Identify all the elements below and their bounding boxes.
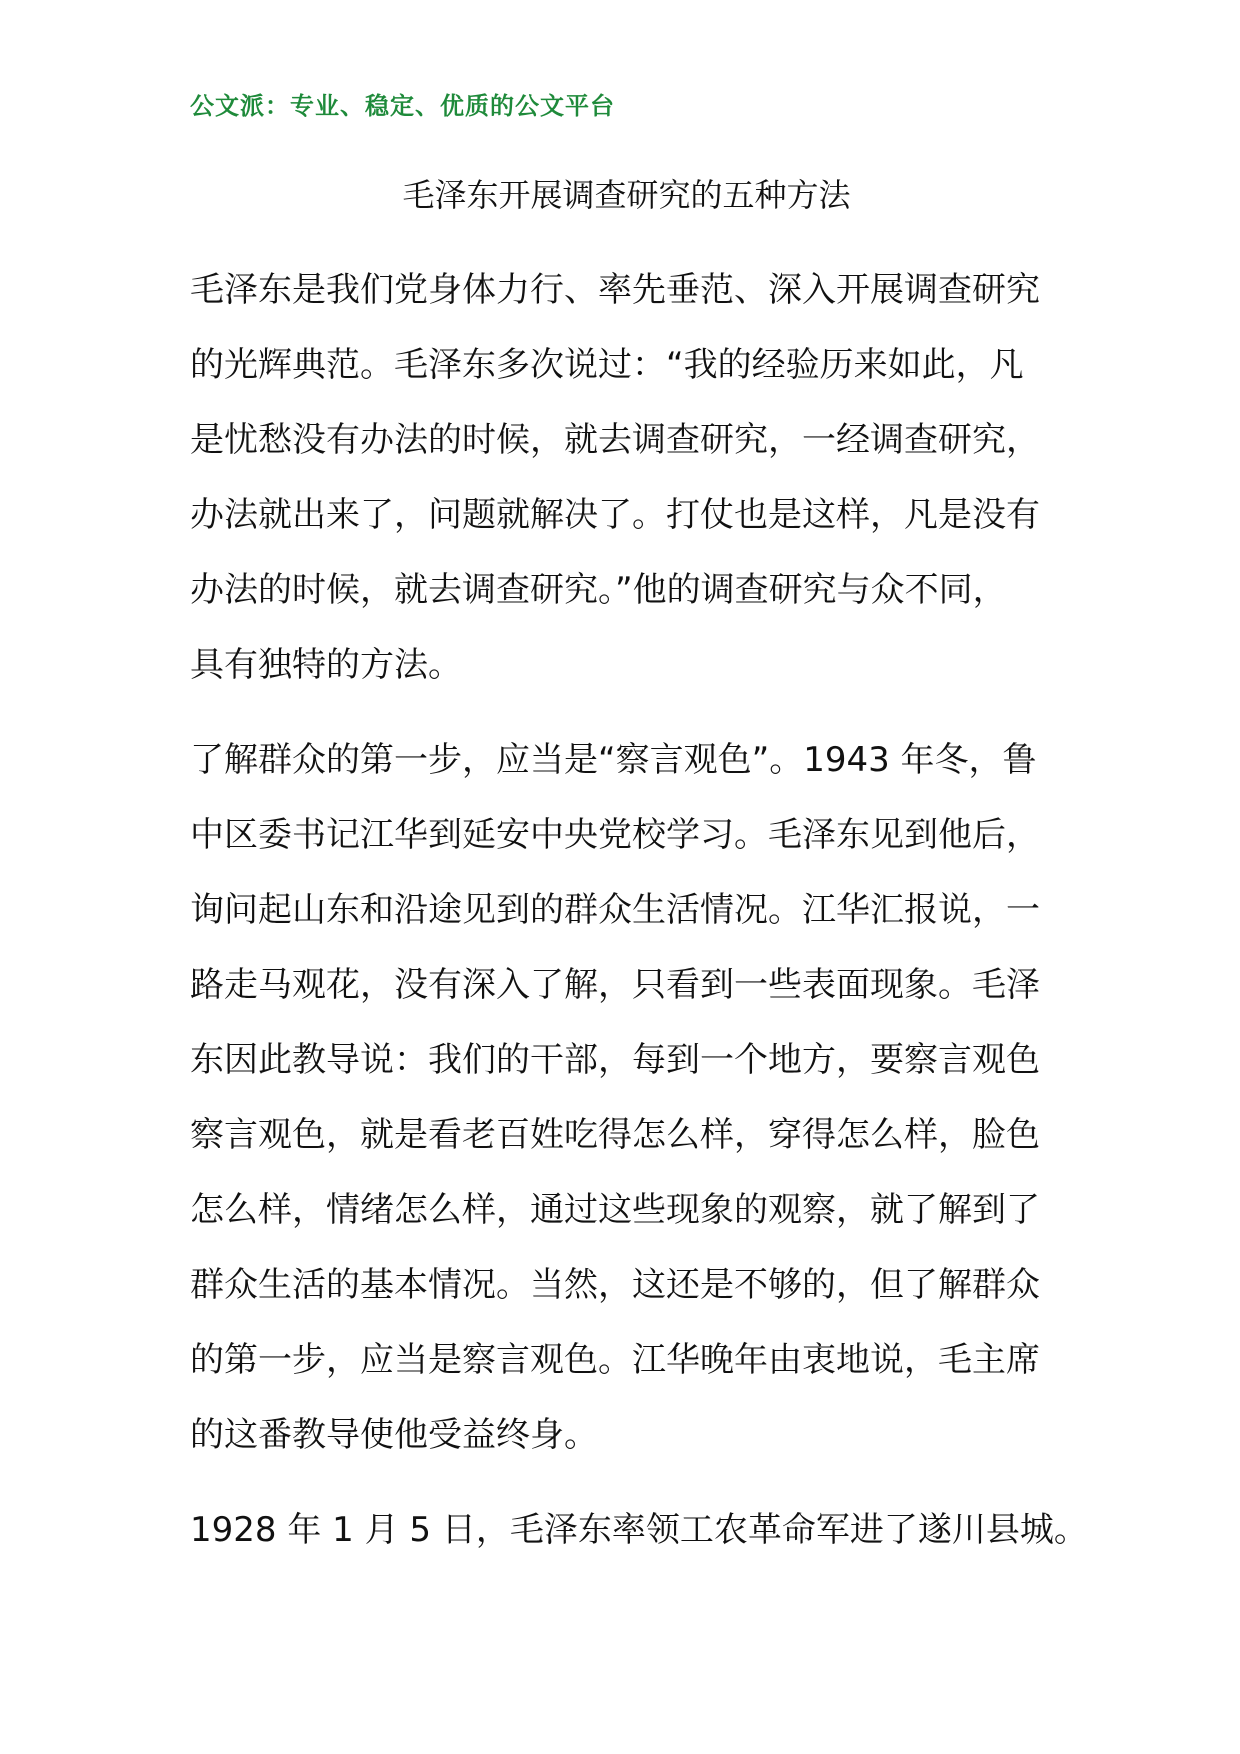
paragraph-line: 的光辉典范。毛泽东多次说过：“我的经验历来如此，凡 bbox=[190, 345, 1024, 385]
paragraph-line: 是忧愁没有办法的时候，就去调查研究，一经调查研究， bbox=[190, 420, 1040, 460]
paragraph-line: 办法就出来了，问题就解决了。打仗也是这样，凡是没有 bbox=[190, 495, 1040, 535]
paragraph-2 bbox=[190, 723, 1070, 1473]
brand-header: 公文派：专业、稳定、优质的公文平台 bbox=[190, 92, 615, 120]
paragraph-line: 中区委书记江华到延安中央党校学习。毛泽东见到他后， bbox=[190, 815, 1040, 855]
paragraph-line: 路走马观花，没有深入了解，只看到一些表面现象。毛泽 bbox=[190, 965, 1040, 1005]
paragraph-line: 了解群众的第一步，应当是“察言观色”。1943 年冬，鲁 bbox=[190, 740, 1037, 780]
paragraph-line: 询问起山东和沿途见到的群众生活情况。江华汇报说，一 bbox=[190, 890, 1040, 930]
paragraph-line: 的这番教导使他受益终身。 bbox=[190, 1415, 598, 1455]
paragraph-line: 东因此教导说：我们的干部，每到一个地方，要察言观色 bbox=[190, 1040, 1040, 1080]
paragraph-line: 察言观色，就是看老百姓吃得怎么样，穿得怎么样，脸色 bbox=[190, 1115, 1040, 1155]
paragraph-line: 具有独特的方法。 bbox=[190, 645, 462, 685]
paragraph-line: 的第一步，应当是察言观色。江华晚年由衷地说，毛主席 bbox=[190, 1340, 1040, 1380]
paragraph-line: 群众生活的基本情况。当然，这还是不够的，但了解群众 bbox=[190, 1265, 1040, 1305]
paragraph-3 bbox=[190, 1493, 1088, 1568]
document-title: 毛泽东开展调查研究的五种方法 bbox=[402, 176, 851, 214]
paragraph-line: 怎么样，情绪怎么样，通过这些现象的观察，就了解到了 bbox=[190, 1190, 1040, 1230]
paragraph-line: 1928 年 1 月 5 日，毛泽东率领工农革命军进了遂川县城。 bbox=[190, 1510, 1088, 1550]
paragraph-line: 毛泽东是我们党身体力行、率先垂范、深入开展调查研究 bbox=[190, 270, 1040, 310]
paragraph-1 bbox=[190, 253, 1070, 703]
paragraph-line: 办法的时候，就去调查研究。”他的调查研究与众不同， bbox=[190, 570, 1007, 610]
